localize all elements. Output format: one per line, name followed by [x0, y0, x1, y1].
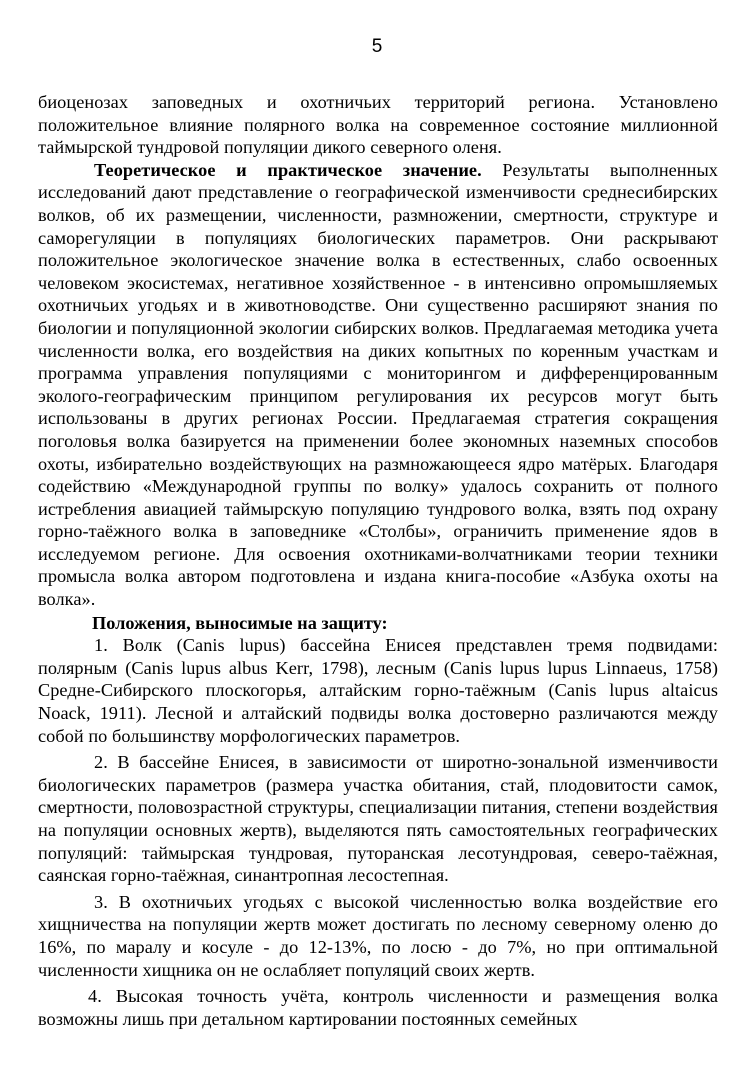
thesis-1: 1. Волк (Canis lupus) бассейна Енисея представлен тремя подвидами: полярным (Canis lupus albus Kerr, 1798), лесным (Canis lupus lupus Linnaeus, 1758) Средне-Сибирского плоскогорья, алтайским горно-таёжным (Canis lupus altaicus Noack, 1911). Лесной и алтайский подвиды волка достоверно различаются между собой по большинству морфологических параметров. — [38, 635, 718, 746]
page-number: 5 — [371, 36, 383, 57]
thesis-3: 3. В охотничьих угодьях с высокой численностью волка воздействие его хищничества на популяции жертв может достигать по лесному северному оленю до 16%, по маралу и косуле - до 12-13%, по лосю - до 7%, но при оптимальной численности хищника он не ослабляет популяций своих жертв. — [38, 891, 718, 980]
significance-text: Результаты выполненных исследований дают представление о географической изменчивости среднесибирских волков, об их размещении, численности, размножении, смертности, структуре и саморегуляции в популяциях биологических параметров. Они раскрывают положительное экологическое значение волка в естественных, слабо освоенных человеком экосистемах, негативное хозяйственное - в интенсивно опромышляемых охотничьих угодьях и в животноводстве. Они существенно расширяют знания по биологии и популяционной экологии сибирских волков. Предлагаемая методика учета численности волка, его воздействия на диких копытных по коренным участкам и программа управления популяциями с мониторингом и дифференцированным эколого-географическим принципом регулирования их ресурсов могут быть использованы в других регионах России. Предлагаемая стратегия сокращения поголовья волка базируется на применении более экономных наземных способов охоты, избирательно воздействующих на размножающееся ядро матёрых. Благодаря содействию «Международной группы по волку» удалось сохранить от полного истребления авиацией таймырскую популяцию тундрового волка, взять под охрану горно-таёжного волка в заповеднике «Столбы», ограничить применение ядов в исследуемом регионе. Для освоения охотниками-волчатниками теории техники промысла волка автором подготовлена и издана книга-пособие «Азбука охоты на волка». — [38, 159, 719, 610]
page-content — [38, 91, 718, 1030]
thesis-4: 4. Высокая точность учёта, контроль численности и размещения волка возможны лишь при детальном картировании постоянных семейных — [38, 986, 718, 1029]
paragraph-significance — [38, 159, 718, 611]
paragraph-intro: биоценозах заповедных и охотничьих территорий региона. Установлено положительное влияние полярного волка на современное состояние миллионной таймырской тундровой популяции дикого северного оленя. — [38, 92, 718, 158]
thesis-2: 2. В бассейне Енисея, в зависимости от широтно-зональной изменчивости биологических параметров (размера участка обитания, стай, плодовитости самок, смертности, половозрастной структуры, специализации питания, степени воздействия на популяции основных жертв), выделяются пять самостоятельных географических популяций: таймырская тундровая, путоранская лесотундровая, северо-таёжная, саянская горно-таёжная, синантропная лесостепная. — [38, 752, 718, 886]
theses-heading: Положения, выносимые на защиту: — [92, 612, 388, 633]
significance-heading: Теоретическое и практическое значение. — [94, 159, 482, 180]
